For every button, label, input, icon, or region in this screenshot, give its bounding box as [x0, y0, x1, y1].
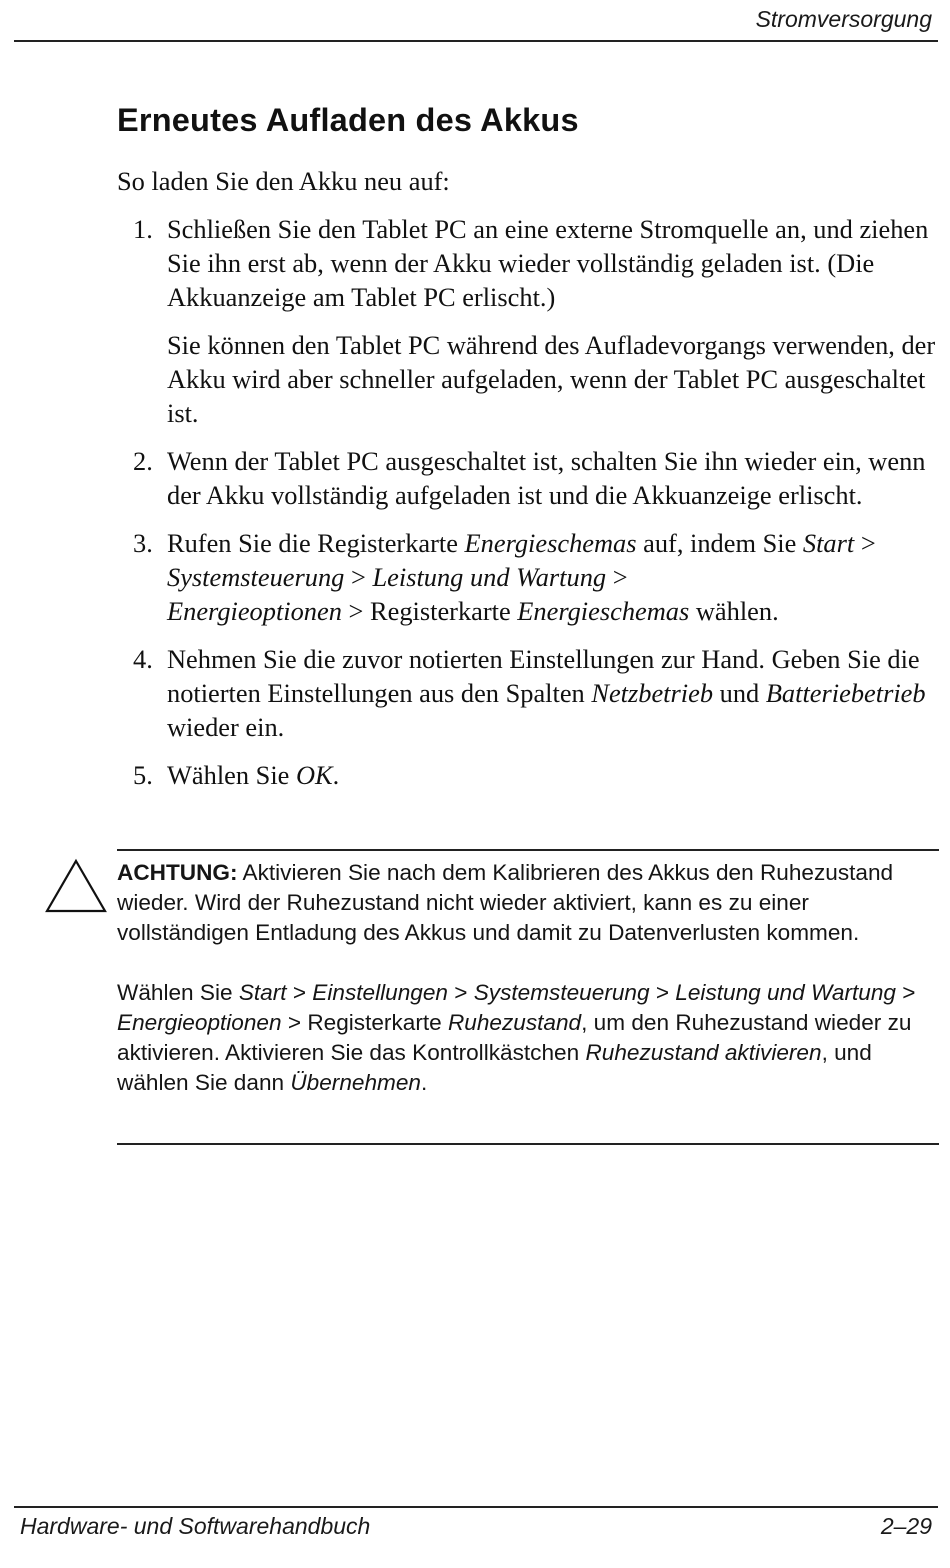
step-text: Rufen Sie die Registerkarte Energieschemas auf, indem Sie Start > Systemsteuerung > Leistung und Wartung > Energieoptionen > Registerkarte Energieschemas wählen. [167, 528, 876, 626]
footer-rule [14, 1506, 938, 1508]
step-number: 4. [133, 644, 153, 674]
section-title: Erneutes Aufladen des Akkus [117, 102, 579, 138]
footer-page-number: 2–29 [880, 1513, 932, 1539]
step-3 [117, 526, 939, 628]
steps-list [117, 212, 939, 806]
step-text: Wählen Sie OK. [167, 760, 340, 790]
caution-instructions: Wählen Sie Start > Einstellungen > Systemsteuerung > Leistung und Wartung > Energieoptionen > Registerkarte Ruhezustand, um den Ruhezustand wieder zu aktivieren. Aktivieren Sie das Kontrollkästchen Ruhezustand aktivieren, und wählen Sie dann Übernehmen. [117, 980, 916, 1095]
warning-triangle-icon [44, 858, 108, 914]
running-header: Stromversorgung [755, 6, 932, 32]
caution-label: ACHTUNG: [117, 860, 238, 885]
step-number: 2. [133, 446, 153, 476]
step-1 [117, 212, 939, 430]
step-5 [117, 758, 939, 792]
intro-text: So laden Sie den Akku neu auf: [117, 166, 450, 196]
header-rule [14, 40, 938, 42]
caution-paragraph: ACHTUNG: Aktivieren Sie nach dem Kalibrieren des Akkus den Ruhezustand wieder. Wird der Ruhezustand nicht wieder aktiviert, kann es zu einer vollständigen Entladung des Akkus und damit zu Datenverlusten kommen. [117, 860, 894, 945]
footer-book-title: Hardware- und Softwarehandbuch [20, 1513, 371, 1539]
step-text: Nehmen Sie die zuvor notierten Einstellungen zur Hand. Geben Sie die notierten Einstellungen aus den Spalten Netzbetrieb und Batteriebetrieb wieder ein. [167, 644, 926, 742]
step-extra-text: Sie können den Tablet PC während des Aufladevorgangs verwenden, der Akku wird aber schneller aufgeladen, wenn der Tablet PC ausgeschaltet ist. [167, 330, 936, 428]
step-number: 3. [133, 528, 153, 558]
step-2 [117, 444, 939, 512]
step-text: Wenn der Tablet PC ausgeschaltet ist, schalten Sie ihn wieder ein, wenn der Akku vollständig aufgeladen ist und die Akkuanzeige erlischt. [167, 446, 926, 510]
step-text: Schließen Sie den Tablet PC an eine externe Stromquelle an, und ziehen Sie ihn erst ab, wenn der Akku wieder vollständig geladen ist. (Die Akkuanzeige am Tablet PC erlischt.) [167, 214, 929, 312]
caution-text [117, 858, 917, 1098]
step-4 [117, 642, 939, 744]
step-number: 1. [133, 214, 153, 244]
step-number: 5. [133, 760, 153, 790]
